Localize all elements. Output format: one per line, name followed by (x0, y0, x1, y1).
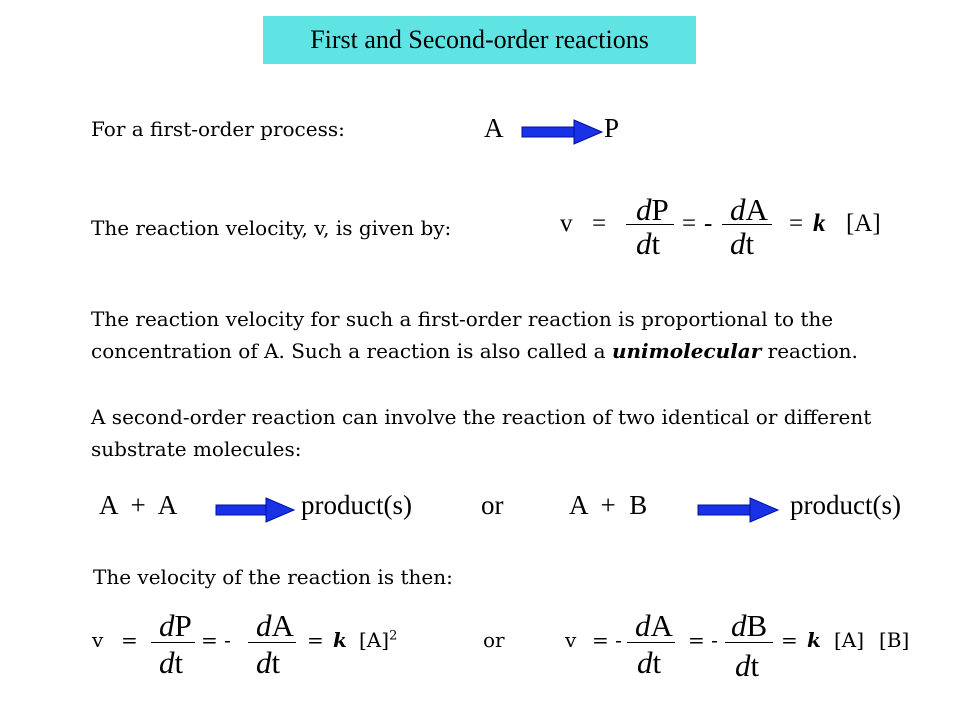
eq1-concentration-A: [A] (846, 210, 881, 237)
product-s-1: product(s) (301, 490, 412, 520)
eq1-equals-3: = (789, 210, 804, 237)
eq2-equals-minus: = - (201, 628, 231, 652)
eq1-k: k (813, 210, 826, 237)
or-separator-2: or (483, 628, 505, 652)
eq3-equals-minus-2: = - (688, 628, 718, 652)
eq2-concentration-A-squared: $[A]^2$ (359, 628, 398, 652)
eq2-dP-numerator: dP (159, 608, 192, 643)
eq2-dt-denominator: dt (159, 645, 184, 680)
eq2-dA-numerator: dA (256, 608, 294, 643)
eq1-v: v (560, 210, 573, 237)
eq2-equals-3: = (307, 628, 324, 652)
eq2-dt-denominator-2: dt (256, 645, 281, 680)
reaction-arrow-2 (216, 498, 294, 522)
eq1-dA-numerator: dA (730, 192, 768, 227)
eq3-dt-denominator-2: dt (735, 648, 760, 683)
eq3-dB-numerator: dB (731, 608, 768, 643)
eq1-equals-1: = (592, 210, 607, 237)
or-separator-1: or (481, 490, 504, 520)
paragraph2-line2: substrate molecules: (91, 437, 302, 461)
eq3-dt-denominator: dt (637, 645, 662, 680)
product-s-2: product(s) (790, 490, 901, 520)
eq1-dt-denominator-2: dt (730, 226, 755, 261)
unimolecular-term: unimolecular (611, 339, 762, 363)
eq2-k: k (333, 628, 347, 652)
eq1-minus: - (704, 210, 713, 237)
eq1-fraction-bar-2 (722, 224, 772, 225)
velocity-then-text: The velocity of the reaction is then: (93, 565, 453, 589)
reaction-arrow-1 (522, 120, 602, 144)
reaction-A-plus-B: A + B (569, 490, 648, 520)
title-banner (263, 16, 696, 64)
velocity-intro: The reaction velocity, v, is given by: (91, 216, 452, 240)
eq3-dA-numerator: dA (635, 608, 673, 643)
eq2-fraction-bar-1 (151, 642, 195, 643)
paragraph2-line1: A second-order reaction can involve the reaction of two identical or different (91, 405, 872, 429)
paragraph1-line2: concentration of A. Such a reaction is also called a unimolecular reaction. (91, 339, 858, 363)
reactant-A: A (484, 113, 504, 143)
eq3-fraction-bar-1 (627, 642, 675, 643)
eq3-equals-3: = (781, 628, 798, 652)
page-title: First and Second-order reactions (310, 25, 649, 54)
eq1-fraction-bar-1 (626, 224, 674, 225)
reaction-arrow-3 (698, 498, 778, 522)
eq1-equals-2: = (682, 210, 697, 237)
paragraph1-line1: The reaction velocity for such a first-order reaction is proportional to the (91, 307, 834, 331)
eq3-fraction-bar-2 (725, 642, 773, 643)
eq3-concentration-B: [B] (879, 628, 910, 652)
product-P: P (604, 113, 620, 143)
eq3-equals-minus-1: = - (592, 628, 622, 652)
eq1-dP-numerator: dP (636, 192, 669, 227)
eq2-fraction-bar-2 (248, 642, 296, 643)
eq3-concentration-A: [A] (834, 628, 865, 652)
eq1-dt-denominator: dt (636, 226, 661, 261)
eq3-k: k (807, 628, 821, 652)
eq3-v: v (565, 628, 577, 652)
eq2-equals-1: = (121, 628, 138, 652)
first-order-intro: For a first-order process: (91, 117, 345, 141)
reaction-A-plus-A: A + A (99, 490, 178, 520)
eq2-v: v (92, 628, 104, 652)
